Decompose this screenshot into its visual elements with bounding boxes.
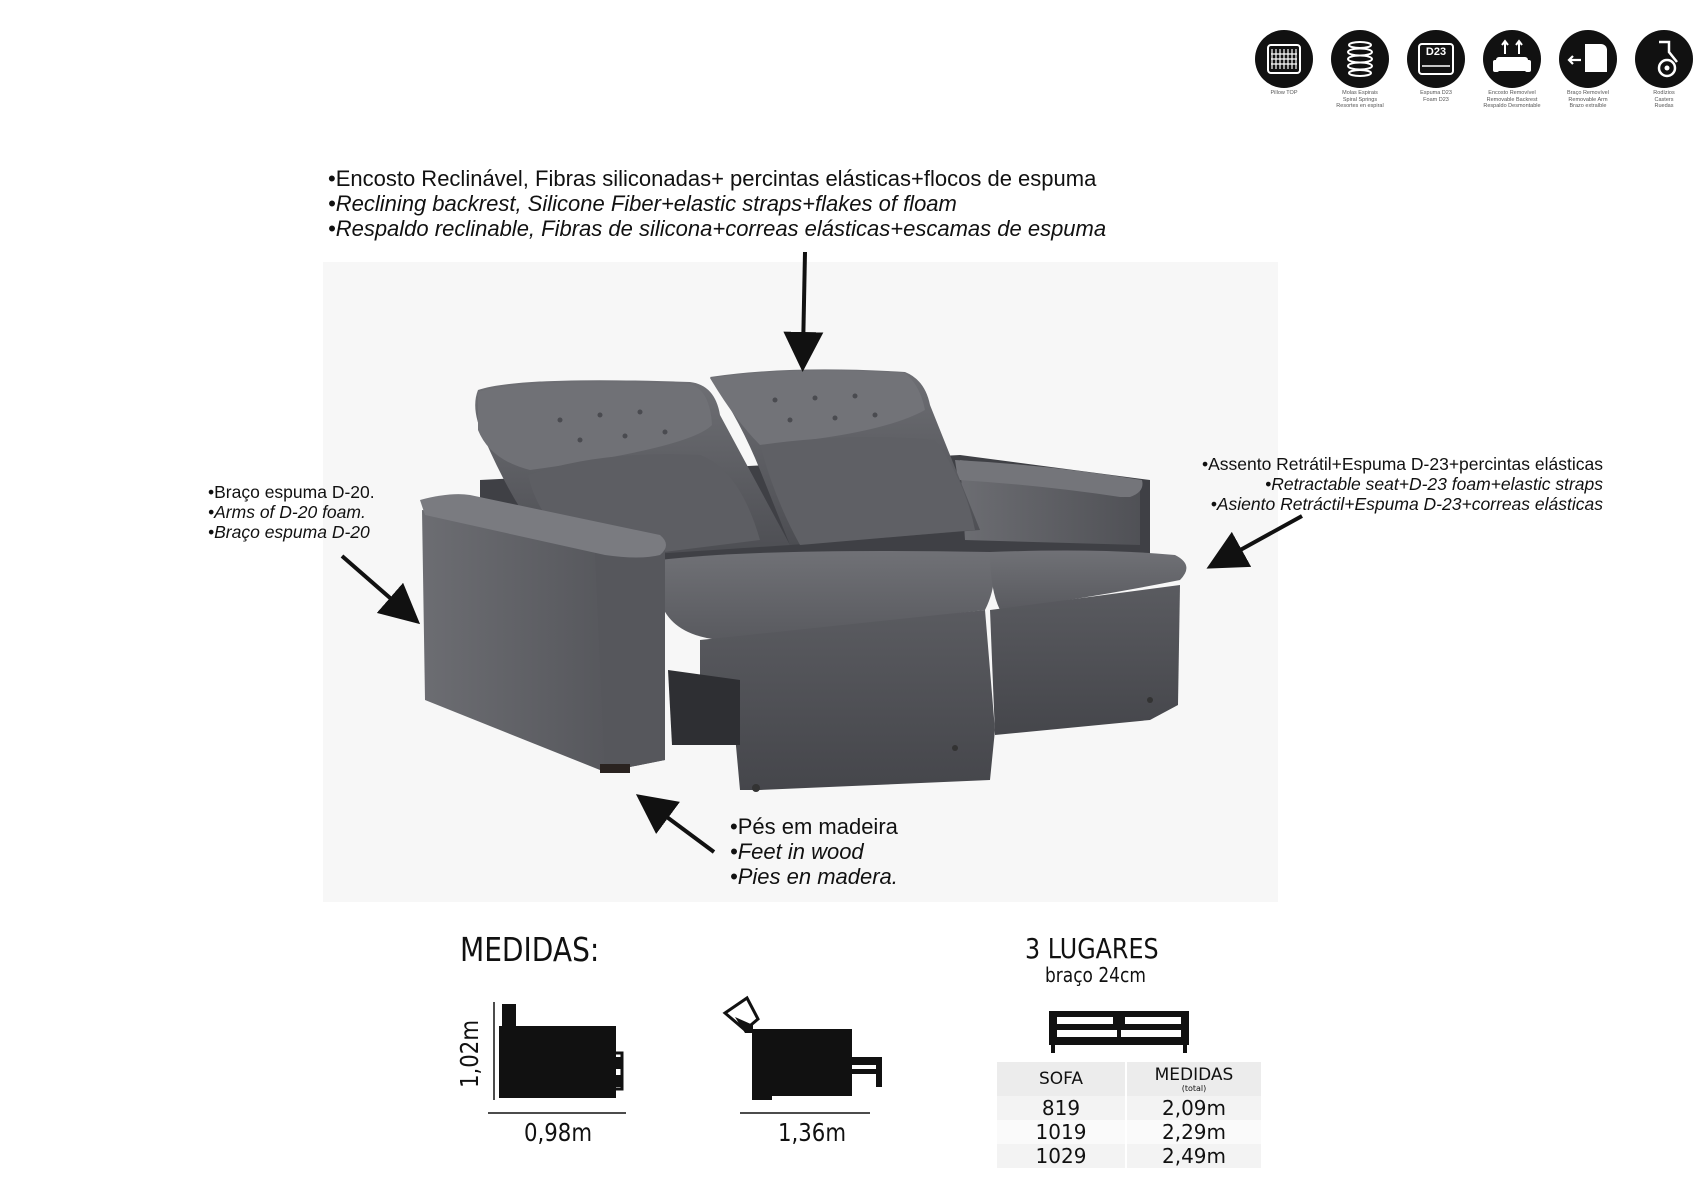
feature-caption: Espuma D23 Foam D23	[1420, 90, 1452, 103]
feet-note-pt: •Pés em madeira	[730, 814, 898, 839]
feet-note	[730, 814, 898, 889]
depth-closed-label: 0,98m	[524, 1118, 593, 1147]
measures-title: MEDIDAS:	[460, 930, 600, 969]
arms-note	[208, 482, 375, 542]
seat-note-en: •Retractable seat+D-23 foam+elastic straps	[1265, 474, 1603, 494]
table-row: 1019 2,29m	[997, 1120, 1261, 1144]
seat-arrow	[1224, 516, 1302, 559]
model-subtitle: braço 24cm	[1045, 963, 1146, 987]
arms-arrow	[342, 556, 405, 611]
table-header-note: (total)	[1181, 1084, 1207, 1093]
arms-note-pt: •Braço espuma D-20.	[208, 482, 375, 502]
table-row: 819 2,09m	[997, 1096, 1261, 1120]
table-header-sofa: SOFA	[997, 1062, 1126, 1096]
table-header-row	[997, 1062, 1261, 1096]
feature-caption: Pillow TOP	[1270, 90, 1298, 96]
feature-caption: Encosto Removível Removable Backrest Respaldo Desmontable	[1483, 90, 1541, 109]
dimension-diagrams	[440, 995, 920, 1145]
backrest-note-en: •Reclining backrest, Silicone Fiber+elastic straps+flakes of floam	[328, 191, 957, 216]
feet-note-es: •Pies en madera.	[730, 864, 898, 889]
table-header-medidas: MEDIDAS (total)	[1126, 1062, 1261, 1096]
backrest-note-pt: •Encosto Reclinável, Fibras siliconadas+ percintas elásticas+flocos de espuma	[328, 166, 1097, 191]
feature-caption: Rodízios Casters Ruedas	[1653, 90, 1675, 109]
sofa-front-icon	[1045, 1005, 1195, 1060]
open-sofa-diagram	[725, 998, 882, 1113]
feature-caption: Molas Espirais Spiral Springs Resortes en espiral	[1336, 90, 1384, 109]
height-label: 1,02m	[455, 1019, 484, 1088]
table-row: 1029 2,49m	[997, 1144, 1261, 1168]
depth-open-label: 1,36m	[778, 1118, 847, 1147]
feet-note-en: •Feet in wood	[730, 839, 864, 864]
seat-note	[1168, 454, 1603, 514]
d23-badge-label: D23	[1425, 46, 1447, 58]
model-size-table	[997, 1062, 1261, 1168]
backrest-note-es: •Respaldo reclinable, Fibras de silicona+correas elásticas+escamas de espuma	[328, 216, 1107, 241]
arms-note-en: •Arms of D-20 foam.	[208, 502, 366, 522]
seat-note-pt: •Assento Retrátil+Espuma D-23+percintas elásticas	[1201, 454, 1603, 474]
backrest-note	[328, 166, 1106, 241]
seat-note-es: •Asiento Retráctil+Espuma D-23+correas elásticas	[1210, 494, 1603, 514]
feet-arrow	[652, 806, 714, 852]
model-title: 3 LUGARES	[1025, 932, 1159, 965]
backrest-arrow	[803, 252, 805, 352]
arms-note-es: •Braço espuma D-20	[208, 522, 370, 542]
closed-sofa-diagram	[488, 1002, 626, 1113]
feature-caption: Braço Removível Removable Arm Brazo extraíble	[1567, 90, 1609, 109]
